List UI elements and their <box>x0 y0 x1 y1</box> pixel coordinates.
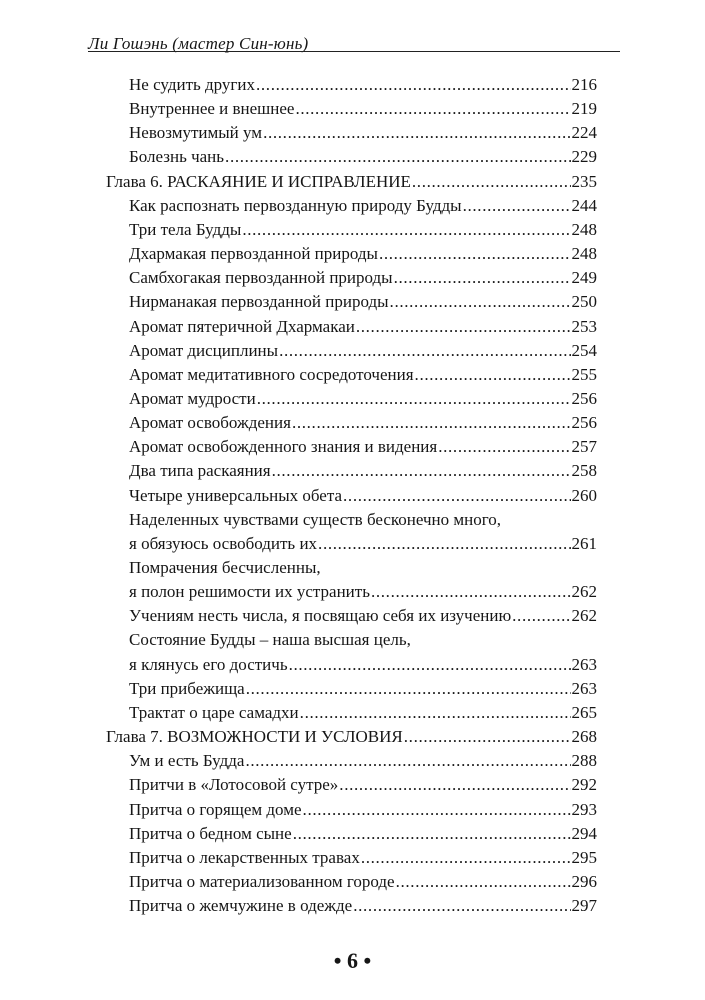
toc-entry-title: Аромат пятеричной Дхармакаи <box>129 316 355 336</box>
toc-entry <box>129 870 597 893</box>
toc-entry <box>129 508 597 531</box>
toc-chapter-entry <box>106 170 597 193</box>
toc-page-number: 292 <box>571 775 597 795</box>
toc-entry <box>129 459 597 482</box>
toc-entry-title: Аромат освобождения <box>129 413 291 433</box>
toc-dot-leader <box>257 387 571 410</box>
toc-entry <box>129 411 597 434</box>
toc-dot-leader <box>279 339 570 362</box>
toc-entry-title: Дхармакая первозданной природы <box>129 244 378 264</box>
toc-entry-title: Притча о материализованном городе <box>129 871 395 891</box>
toc-entry <box>129 628 597 651</box>
toc-page-number: 258 <box>571 461 597 481</box>
toc-entry-title: я клянусь его достичь <box>129 654 288 674</box>
toc-entry <box>129 339 597 362</box>
toc-page-number: 265 <box>571 702 597 722</box>
toc-dot-leader <box>396 870 571 893</box>
toc-page-number: 263 <box>571 678 597 698</box>
toc-entry <box>129 580 597 603</box>
toc-dot-leader <box>246 677 571 700</box>
toc-page-number: 255 <box>571 364 597 384</box>
toc-dot-leader <box>353 894 570 917</box>
toc-entry-title: Притчи в «Лотосовой сутре» <box>129 775 339 795</box>
toc-page-number: 248 <box>571 219 597 239</box>
toc-entry-title: Как распознать первозданную природу Будды <box>129 195 462 215</box>
toc-entry-title: я полон решимости их устранить <box>129 582 370 602</box>
toc-entry <box>129 484 597 507</box>
toc-entry-title: Глава 6. РАСКАЯНИЕ И ИСПРАВЛЕНИЕ <box>106 171 411 191</box>
toc-entry <box>129 242 597 265</box>
toc-page-number: 268 <box>571 727 597 747</box>
toc-page-number: 262 <box>571 606 597 626</box>
toc-entry-title: Притча о бедном сыне <box>129 823 292 843</box>
toc-entry <box>129 145 597 168</box>
toc-chapter-entry <box>106 725 597 748</box>
toc-dot-leader <box>356 315 571 338</box>
toc-page-number: 257 <box>571 437 597 457</box>
toc-page-number: 229 <box>571 147 597 167</box>
toc-dot-leader <box>318 532 570 555</box>
toc-page-number: 288 <box>571 751 597 771</box>
toc-page-number: 253 <box>571 316 597 336</box>
toc-entry-title: Нирманакая первозданной природы <box>129 292 389 312</box>
toc-entry <box>129 290 597 313</box>
header-rule <box>88 51 620 52</box>
toc-entry <box>129 773 597 796</box>
toc-entry-title: Аромат освобожденного знания и видения <box>129 437 438 457</box>
toc-entry <box>129 701 597 724</box>
toc-entry <box>129 266 597 289</box>
toc-entry-title: Трактат о царе самадхи <box>129 702 299 722</box>
toc-entry <box>129 315 597 338</box>
toc-entry <box>129 121 597 144</box>
toc-dot-leader <box>512 604 570 627</box>
toc-page-number: 294 <box>571 823 597 843</box>
toc-entry-title: Не судить других <box>129 75 255 94</box>
toc-entry-title: Учениям несть числа, я посвящаю себя их изучению <box>129 606 512 626</box>
toc-entry-title: Притча о лекарственных травах <box>129 847 360 867</box>
toc-page-number: 235 <box>571 171 597 191</box>
toc-entry <box>129 653 597 676</box>
toc-dot-leader <box>272 459 571 482</box>
toc-page-number: 262 <box>571 582 597 602</box>
toc-entry-title: Ум и есть Будда <box>129 751 245 771</box>
toc-page-number: 256 <box>571 413 597 433</box>
toc-entry-title: Четыре универсальных обета <box>129 485 343 505</box>
toc-entry-title: Невозмутимый ум <box>129 123 263 143</box>
toc-entry-title: Аромат медитативного сосредоточения <box>129 364 414 384</box>
toc-dot-leader <box>371 580 571 603</box>
toc-page-number: 261 <box>571 533 597 553</box>
toc-entry <box>129 604 597 627</box>
toc-page-number: 297 <box>571 896 597 916</box>
toc-entry <box>129 798 597 821</box>
toc-entry-title: Наделенных чувствами существ бесконечно много, <box>129 509 502 529</box>
toc-entry-title: Помрачения бесчисленны, <box>129 558 321 577</box>
toc-entry-title: Самбхогакая первозданной природы <box>129 268 393 288</box>
toc-page-number: 254 <box>571 340 597 360</box>
toc-entry <box>129 677 597 700</box>
toc-entry-title: я обязуюсь освободить их <box>129 533 318 553</box>
toc-entry-title: Притча о жемчужине в одежде <box>129 896 353 916</box>
toc-entry <box>129 218 597 241</box>
toc-page-number: 219 <box>571 99 597 119</box>
toc-dot-leader <box>412 170 571 193</box>
toc-dot-leader <box>289 653 571 676</box>
toc-dot-leader <box>361 846 571 869</box>
toc-entry-title: Болезнь чань <box>129 147 225 167</box>
toc-dot-leader <box>263 121 570 144</box>
toc-entry-title: Внутреннее и внешнее <box>129 99 295 119</box>
toc-entry <box>129 749 597 772</box>
toc-entry-title: Три тела Будды <box>129 219 242 239</box>
toc-dot-leader <box>379 242 571 265</box>
page-number: • 6 • <box>333 948 372 973</box>
toc-entry <box>129 387 597 410</box>
toc-dot-leader <box>245 749 570 772</box>
toc-dot-leader <box>293 822 571 845</box>
toc-entry-title: Притча о горящем доме <box>129 799 302 819</box>
toc-page-number: 263 <box>571 654 597 674</box>
toc-page-number: 216 <box>571 75 597 94</box>
toc-dot-leader <box>303 798 571 821</box>
toc-dot-leader <box>415 363 571 386</box>
toc-page-number: 244 <box>571 195 597 215</box>
toc-entry-title: Состояние Будды – наша высшая цель, <box>129 630 411 650</box>
toc-dot-leader <box>295 97 570 120</box>
running-title: Ли Гошэнь (мастер Син-юнь) <box>88 34 309 53</box>
toc-entry <box>129 822 597 845</box>
toc-page-number: 296 <box>571 871 597 891</box>
toc-dot-leader <box>343 484 570 507</box>
toc-page-number: 260 <box>571 485 597 505</box>
toc-entry <box>129 97 597 120</box>
toc-entry <box>129 363 597 386</box>
toc-dot-leader <box>394 266 571 289</box>
toc-dot-leader <box>242 218 570 241</box>
toc-entry <box>129 556 597 579</box>
toc-entry <box>129 194 597 217</box>
toc-entry <box>129 532 597 555</box>
toc-page-number: 295 <box>571 847 597 867</box>
toc-dot-leader <box>438 435 570 458</box>
toc-page-number: 256 <box>571 388 597 408</box>
toc-dot-leader <box>390 290 571 313</box>
toc-entry <box>129 73 597 96</box>
toc-entry <box>129 846 597 869</box>
toc-page-number: 224 <box>571 123 597 143</box>
toc-page-number: 249 <box>571 268 597 288</box>
toc-entry <box>129 435 597 458</box>
toc-entry-title: Глава 7. ВОЗМОЖНОСТИ И УСЛОВИЯ <box>106 727 403 747</box>
toc-entry-title: Три прибежища <box>129 678 245 698</box>
toc-entry-title: Два типа раскаяния <box>129 461 271 481</box>
toc-page-number: 248 <box>571 244 597 264</box>
toc-dot-leader <box>300 701 571 724</box>
toc-dot-leader <box>339 773 570 796</box>
toc-dot-leader <box>404 725 571 748</box>
toc-page-number: 250 <box>571 292 597 312</box>
toc-dot-leader <box>463 194 571 217</box>
toc-dot-leader <box>225 145 570 168</box>
toc-entry <box>129 894 597 917</box>
toc-dot-leader <box>292 411 571 434</box>
toc-entry-title: Аромат дисциплины <box>129 340 279 360</box>
toc-dot-leader <box>256 73 571 96</box>
toc-entry-title: Аромат мудрости <box>129 388 256 408</box>
toc-page-number: 293 <box>571 799 597 819</box>
